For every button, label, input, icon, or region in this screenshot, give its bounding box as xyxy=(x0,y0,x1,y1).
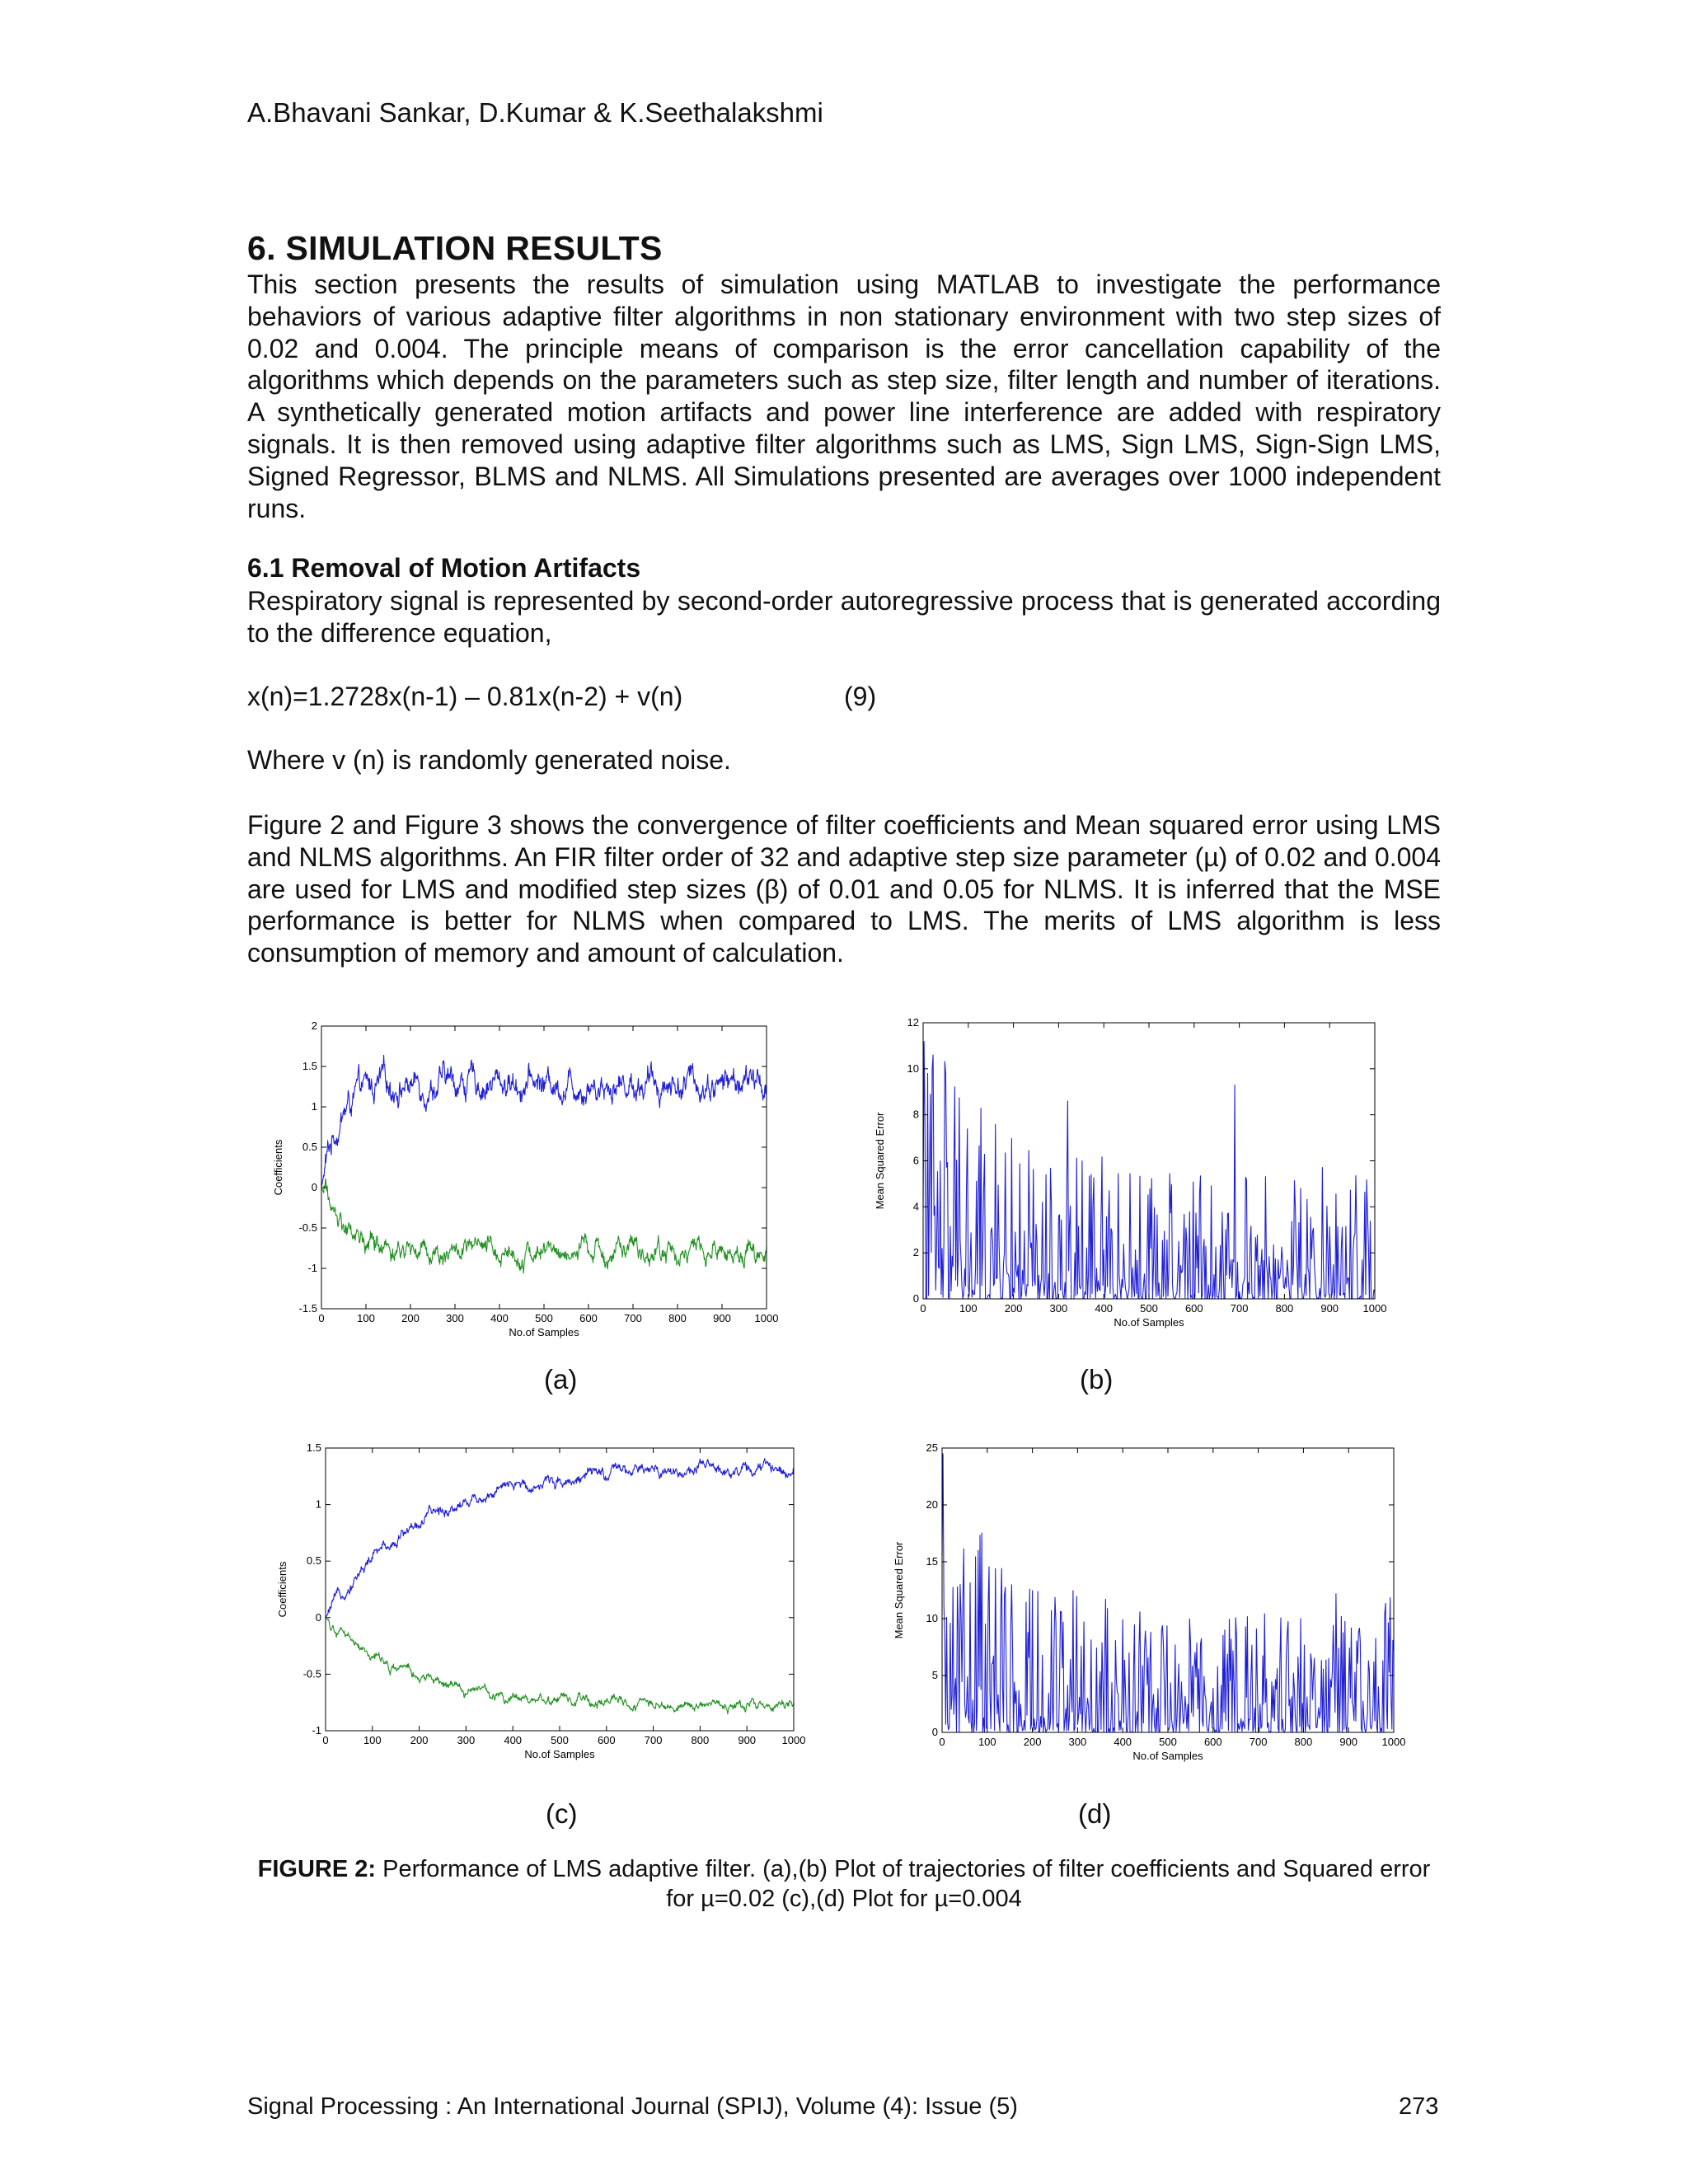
chart-d-ytick-label-1: 5 xyxy=(931,1669,938,1681)
chart-c-series-2 xyxy=(326,1618,794,1714)
section-paragraph: This section presents the results of simulation using MATLAB to investigate the performance behaviors of various adaptive filter algorithms in non stationary environment with two step sizes of 0.02 and 0.004. The principle means of comparison is the error cancellation capability of the algorithms which depends on the parameters such as step size, filter length and number of iterations. A synthetically generated motion artifacts and power line interference are added with respiratory signals. It is then removed using adaptive filter algorithms such as LMS, Sign LMS, Sign-Sign LMS, Signed Regressor, BLMS and NLMS. All Simulations presented are averages over 1000 independent runs. xyxy=(247,269,1441,523)
chart-c-ytick-label-1: -0.5 xyxy=(302,1667,321,1680)
chart-b-xtick-label-0: 0 xyxy=(920,1302,926,1315)
subsection-paragraph: Respiratory signal is represented by second-order autoregressive process that is generated according to the difference equation, xyxy=(247,586,1441,648)
chart-b-xtick-label-800: 800 xyxy=(1275,1302,1294,1315)
figure-caption xyxy=(247,1854,1441,1914)
chart-b-ytick-label-1: 2 xyxy=(912,1246,919,1259)
figure-label-d: (d) xyxy=(1078,1798,1112,1829)
chart-d-ytick-label-4: 20 xyxy=(926,1498,938,1511)
chart-c-xtick-label-900: 900 xyxy=(738,1734,757,1746)
chart-a-xtick-label-600: 600 xyxy=(579,1312,598,1324)
chart-d-ytick-label-2: 10 xyxy=(926,1612,938,1624)
chart-d-xtick-label-400: 400 xyxy=(1114,1736,1132,1748)
chart-a-frame xyxy=(321,1026,767,1309)
chart-b-squared-error xyxy=(874,1010,1385,1339)
chart-a-ytick-label-6: 1.5 xyxy=(302,1060,317,1072)
chart-c-ytick-label-5: 1.5 xyxy=(306,1441,321,1454)
figure-label-b: (b) xyxy=(1080,1364,1114,1394)
figure-caption-text: Performance of LMS adaptive filter. (a),(b) Plot of trajectories of filter coefficients and Squared error for µ=0.02 (c),(d) Plot for µ=0.004 xyxy=(376,1856,1431,1912)
chart-a-xtick-label-400: 400 xyxy=(490,1312,509,1324)
chart-c-frame xyxy=(326,1448,794,1731)
figure-caption-label: FIGURE 2: xyxy=(257,1856,377,1882)
chart-a-series-1 xyxy=(321,1055,767,1188)
chart-c-xtick-label-0: 0 xyxy=(322,1734,329,1746)
chart-a-xlabel: No.of Samples xyxy=(509,1326,579,1338)
chart-d-ylabel: Mean Squared Error xyxy=(893,1541,905,1639)
chart-a-ylabel: Coefficients xyxy=(272,1139,284,1196)
chart-d-squared-error xyxy=(882,1434,1406,1764)
chart-c-ytick-label-4: 1 xyxy=(315,1497,321,1511)
chart-b-xtick-label-500: 500 xyxy=(1140,1302,1158,1315)
chart-a-ytick-label-3: 0 xyxy=(311,1181,317,1193)
chart-a-xtick-label-300: 300 xyxy=(446,1312,464,1324)
chart-d-xtick-label-700: 700 xyxy=(1249,1736,1268,1748)
chart-a-series-2 xyxy=(321,1179,767,1273)
chart-a-xtick-label-0: 0 xyxy=(318,1312,325,1324)
chart-a-ytick-label-5: 1 xyxy=(311,1100,317,1113)
chart-c-xtick-label-200: 200 xyxy=(410,1734,429,1746)
chart-b-ylabel: Mean Squared Error xyxy=(874,1112,886,1210)
chart-c-xlabel: No.of Samples xyxy=(524,1748,595,1760)
subsection-title: 6.1 Removal of Motion Artifacts xyxy=(247,553,641,583)
chart-b-xtick-label-300: 300 xyxy=(1049,1302,1068,1315)
section-title: 6. SIMULATION RESULTS xyxy=(247,229,663,267)
equation: x(n)=1.2728x(n-1) – 0.81x(n-2) + v(n) xyxy=(247,682,683,711)
chart-c-series-1 xyxy=(326,1459,794,1618)
chart-d-xtick-label-500: 500 xyxy=(1159,1736,1177,1748)
chart-b-xtick-label-100: 100 xyxy=(959,1302,978,1315)
chart-c-xtick-label-400: 400 xyxy=(504,1734,523,1746)
chart-d-xtick-label-100: 100 xyxy=(978,1736,996,1748)
equation-number: (9) xyxy=(844,682,877,711)
running-header: A.Bhavani Sankar, D.Kumar & K.Seethalakshmi xyxy=(247,97,823,128)
chart-a-ytick-label-1: -1 xyxy=(307,1262,317,1274)
chart-d-ytick-label-5: 25 xyxy=(926,1441,938,1454)
chart-c-ytick-label-3: 0.5 xyxy=(306,1554,321,1568)
page-number: 273 xyxy=(1399,2093,1439,2120)
chart-c-xtick-label-300: 300 xyxy=(457,1734,476,1746)
figure-label-c: (c) xyxy=(546,1798,578,1829)
chart-c-ylabel: Coefficients xyxy=(276,1561,288,1618)
chart-d-xtick-label-1000: 1000 xyxy=(1381,1736,1406,1748)
chart-b-xlabel: No.of Samples xyxy=(1114,1316,1184,1329)
chart-b-xtick-label-700: 700 xyxy=(1230,1302,1249,1315)
chart-d-xlabel: No.of Samples xyxy=(1132,1750,1203,1762)
chart-d-xtick-label-600: 600 xyxy=(1203,1736,1222,1748)
chart-b-xtick-label-900: 900 xyxy=(1320,1302,1339,1315)
chart-c-xtick-label-1000: 1000 xyxy=(781,1734,806,1746)
chart-a-xtick-label-100: 100 xyxy=(357,1312,375,1324)
chart-d-series-1 xyxy=(942,1454,1394,1732)
chart-b-series-1 xyxy=(923,1042,1375,1299)
chart-a-xtick-label-200: 200 xyxy=(401,1312,420,1324)
chart-d-xtick-label-800: 800 xyxy=(1294,1736,1313,1748)
chart-c-xtick-label-500: 500 xyxy=(551,1734,569,1746)
chart-b-xtick-label-600: 600 xyxy=(1184,1302,1203,1315)
chart-b-ytick-label-3: 6 xyxy=(912,1154,919,1167)
chart-d-xtick-label-0: 0 xyxy=(939,1736,945,1748)
chart-b-ytick-label-0: 0 xyxy=(912,1292,919,1305)
equation-note: Where v (n) is randomly generated noise. xyxy=(247,745,731,775)
chart-b-ytick-label-4: 8 xyxy=(912,1108,919,1121)
chart-a-ytick-label-7: 2 xyxy=(311,1019,317,1032)
chart-d-xtick-label-300: 300 xyxy=(1068,1736,1087,1748)
chart-a-ytick-label-0: -1.5 xyxy=(298,1302,317,1315)
chart-c-xtick-label-600: 600 xyxy=(597,1734,616,1746)
chart-c-xtick-label-700: 700 xyxy=(644,1734,663,1746)
figure-discussion-paragraph: Figure 2 and Figure 3 shows the convergence of filter coefficients and Mean squared error using LMS and NLMS algorithms. An FIR filter order of 32 and adaptive step size parameter (µ) of 0.02 and 0.004 are used for LMS and modified step sizes (β) of 0.01 and 0.05 for NLMS. It is inferred that the MSE performance is better for NLMS when compared to LMS. The merits of LMS algorithm is less consumption of memory and amount of calculation. xyxy=(247,810,1441,968)
chart-d-xtick-label-200: 200 xyxy=(1023,1736,1042,1748)
chart-c-xtick-label-800: 800 xyxy=(691,1734,710,1746)
chart-a-xtick-label-1000: 1000 xyxy=(754,1312,779,1324)
chart-c-xtick-label-100: 100 xyxy=(363,1734,382,1746)
chart-a-xtick-label-900: 900 xyxy=(713,1312,731,1324)
chart-a-ytick-label-2: -0.5 xyxy=(298,1221,317,1234)
chart-a-ytick-label-4: 0.5 xyxy=(302,1141,317,1153)
chart-b-xtick-label-1000: 1000 xyxy=(1362,1302,1387,1315)
chart-a-xtick-label-500: 500 xyxy=(535,1312,553,1324)
chart-b-ytick-label-5: 10 xyxy=(907,1062,919,1075)
chart-c-ytick-label-2: 0 xyxy=(315,1610,321,1624)
chart-b-xtick-label-200: 200 xyxy=(1004,1302,1023,1315)
chart-d-xtick-label-900: 900 xyxy=(1339,1736,1358,1748)
chart-a-xtick-label-800: 800 xyxy=(668,1312,687,1324)
figure-label-a: (a) xyxy=(544,1364,578,1394)
chart-b-ytick-label-6: 12 xyxy=(907,1016,919,1029)
chart-d-ytick-label-3: 15 xyxy=(926,1555,938,1568)
chart-a-coefficients xyxy=(264,1010,779,1339)
chart-c-ytick-label-0: -1 xyxy=(312,1724,321,1736)
chart-a-xtick-label-700: 700 xyxy=(624,1312,642,1324)
chart-b-ytick-label-2: 4 xyxy=(912,1200,919,1213)
chart-d-ytick-label-0: 0 xyxy=(931,1726,938,1738)
chart-c-coefficients xyxy=(264,1434,808,1764)
footer-journal: Signal Processing : An International Journal (SPIJ), Volume (4): Issue (5) xyxy=(247,2093,1018,2120)
chart-b-xtick-label-400: 400 xyxy=(1095,1302,1114,1315)
